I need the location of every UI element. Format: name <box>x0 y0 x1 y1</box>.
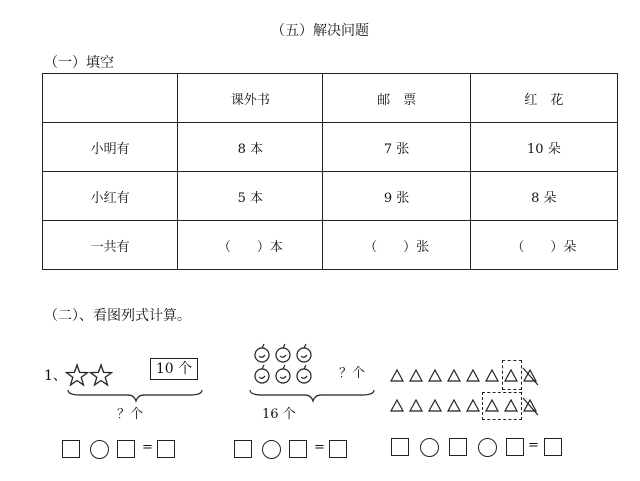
apple-icon <box>255 365 269 383</box>
answer-box[interactable] <box>62 440 80 458</box>
question-label: ？个 <box>339 366 366 381</box>
triangle-icon <box>467 370 479 381</box>
answer-box[interactable] <box>449 438 467 456</box>
table-cell: 小明有 <box>43 123 178 172</box>
triangle-row-1 <box>390 366 550 386</box>
answer-blank-cell[interactable]: （ ）本 <box>178 221 323 270</box>
table-row <box>43 221 618 270</box>
star-icon <box>91 365 112 385</box>
table-cell: 10 朵 <box>470 123 617 172</box>
section-picture-calc-heading: （二）、看图列式计算。 <box>44 308 191 324</box>
answer-box[interactable] <box>391 438 409 456</box>
brace-icon <box>66 388 206 404</box>
triangle-icon <box>429 400 441 411</box>
triangle-icon <box>429 370 441 381</box>
equals-sign: = <box>142 440 153 455</box>
operator-circle[interactable] <box>262 440 281 459</box>
dashed-group-box <box>482 392 522 420</box>
equals-sign: = <box>528 438 539 453</box>
answer-box[interactable] <box>329 440 347 458</box>
star-icon <box>67 365 88 385</box>
table-cell: 5 本 <box>178 172 323 221</box>
triangle-icon <box>391 400 403 411</box>
triangle-icon <box>391 370 403 381</box>
total-question-label: ？个 <box>117 407 144 422</box>
triangle-icon <box>467 400 479 411</box>
dashed-group-box <box>502 360 522 390</box>
operator-circle[interactable] <box>478 438 497 457</box>
table-cell: 8 本 <box>178 123 323 172</box>
table-header-row <box>43 74 618 123</box>
operator-circle[interactable] <box>90 440 109 459</box>
table-cell: 9 张 <box>323 172 470 221</box>
total-label: 16 个 <box>262 407 296 422</box>
fill-blank-table <box>42 73 618 270</box>
star-icon-group <box>66 364 114 388</box>
answer-box[interactable] <box>506 438 524 456</box>
section-fill-blank-heading: （一）填空 <box>44 55 114 71</box>
table-row <box>43 172 618 221</box>
problem-number: 1、 <box>44 368 67 384</box>
table-cell: 课外书 <box>178 74 323 123</box>
table-cell: 邮 票 <box>323 74 470 123</box>
table-cell: 一共有 <box>43 221 178 270</box>
answer-box[interactable] <box>234 440 252 458</box>
page-title: （五）解决问题 <box>271 23 369 39</box>
apple-icon <box>276 365 290 383</box>
known-quantity-box: 10 个 <box>150 358 198 380</box>
answer-box[interactable] <box>117 440 135 458</box>
brace-icon <box>248 388 378 404</box>
table-cell <box>43 74 178 123</box>
answer-box[interactable] <box>157 440 175 458</box>
table-cell: 红 花 <box>470 74 617 123</box>
answer-blank-cell[interactable]: （ ）朵 <box>470 221 617 270</box>
triangle-icon <box>486 370 498 381</box>
apple-icon <box>255 344 269 362</box>
apple-icon <box>297 365 311 383</box>
table-row <box>43 123 618 172</box>
answer-box[interactable] <box>544 438 562 456</box>
equals-sign: = <box>314 440 325 455</box>
table-cell: 8 朵 <box>470 172 617 221</box>
triangle-icon <box>410 400 422 411</box>
triangle-icon <box>410 370 422 381</box>
triangle-icon <box>448 400 460 411</box>
operator-circle[interactable] <box>420 438 439 457</box>
table-cell: 7 张 <box>323 123 470 172</box>
triangle-icon <box>448 370 460 381</box>
apple-icon <box>297 344 311 362</box>
apple-icon <box>276 344 290 362</box>
table-cell: 小红有 <box>43 172 178 221</box>
answer-blank-cell[interactable]: （ ）张 <box>323 221 470 270</box>
answer-box[interactable] <box>289 440 307 458</box>
apple-icon-group <box>253 344 323 388</box>
triangle-row-2 <box>390 396 550 416</box>
